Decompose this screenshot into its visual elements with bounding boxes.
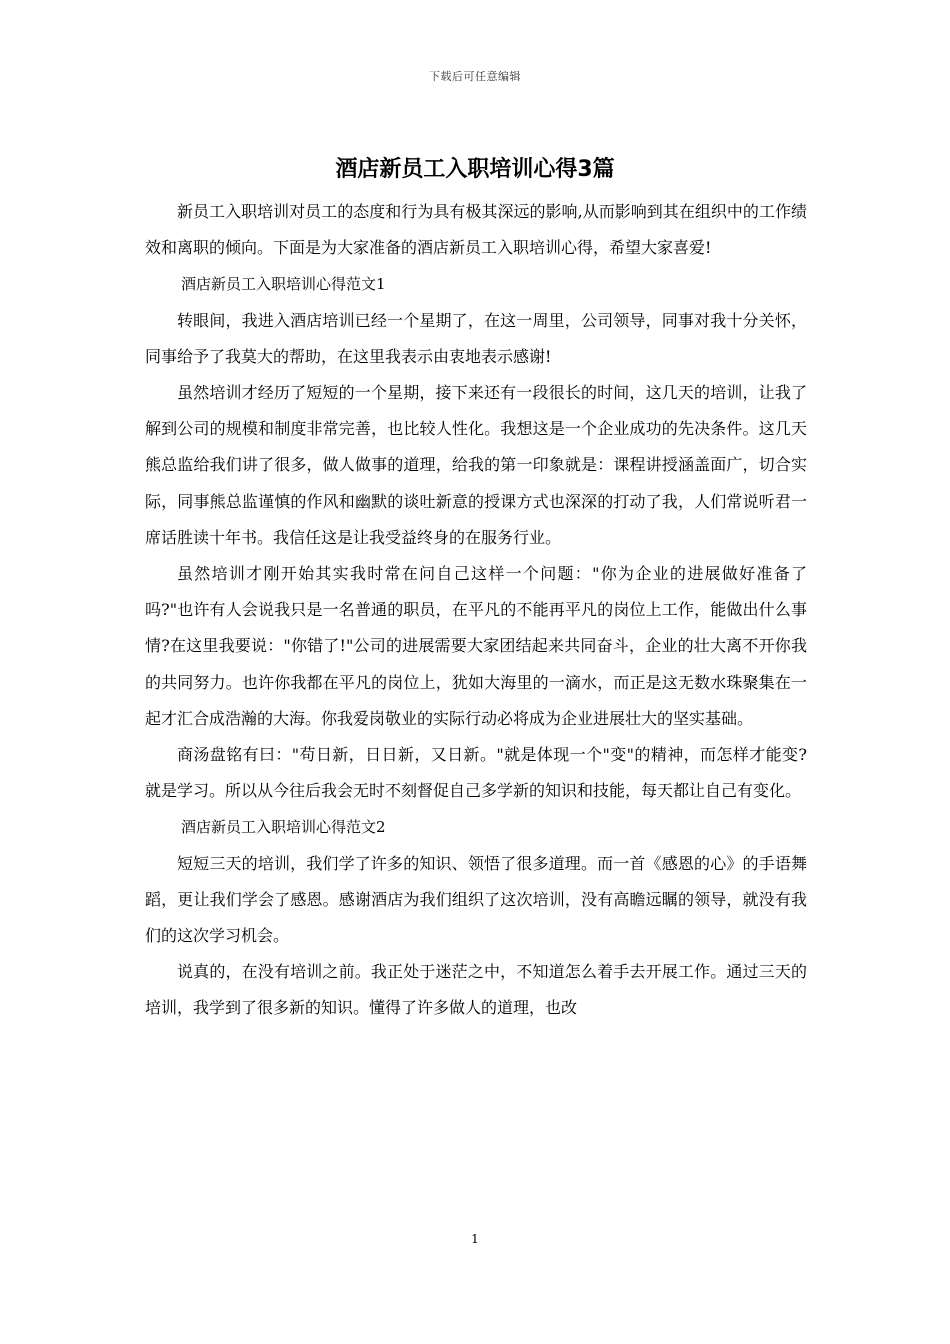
section-heading-2: 酒店新员工入职培训心得范文2 [181, 818, 386, 837]
body-paragraph: 虽然培训才刚开始其实我时常在问自己这样一个问题："你为企业的进展做好准备了吗?"也许有人会说我只是一名普通的职员，在平凡的不能再平凡的岗位上工作，能做出什么事情?在这里我要说："你错了!"公司的进展需要大家团结起来共同奋斗，企业的壮大离不开你我的共同努力。也许你我都在平凡的岗位上，犹如大海里的一滴水，而正是这无数水珠聚集在一起才汇合成浩瀚的大海。你我爱岗敬业的实际行动必将成为企业进展壮大的坚实基础。 [145, 564, 807, 728]
body-paragraph: 转眼间，我进入酒店培训已经一个星期了，在这一周里，公司领导，同事对我十分关怀，同事给予了我莫大的帮助，在这里我表示由衷地表示感谢! [145, 310, 807, 366]
body-paragraph: 短短三天的培训，我们学了许多的知识、领悟了很多道理。而一首《感恩的心》的手语舞蹈，更让我们学会了感恩。感谢酒店为我们组织了这次培训，没有高瞻远瞩的领导，就没有我们的这次学习机会。 [145, 853, 807, 946]
body-paragraph: 商汤盘铭有曰："苟日新，日日新，又日新。"就是体现一个"变"的精神，而怎样才能变?就是学习。所以从今往后我会无时不刻督促自己多学新的知识和技能，每天都让自己有变化。 [145, 745, 807, 801]
body-paragraph: 说真的，在没有培训之前。我正处于迷茫之中，不知道怎么着手去开展工作。通过三天的培训，我学到了很多新的知识。懂得了许多做人的道理，也改 [145, 962, 807, 1018]
document-body [145, 194, 807, 1027]
document-title: 酒店新员工入职培训心得3篇 [335, 157, 615, 182]
intro-paragraph: 新员工入职培训对员工的态度和行为具有极其深远的影响,从而影响到其在组织中的工作绩效和离职的倾向。下面是为大家准备的酒店新员工入职培训心得，希望大家喜爱! [145, 202, 807, 258]
section-heading-1: 酒店新员工入职培训心得范文1 [181, 275, 386, 294]
page-number: 1 [471, 1232, 479, 1246]
body-paragraph: 虽然培训才经历了短短的一个星期，接下来还有一段很长的时间，这几天的培训，让我了解到公司的规模和制度非常完善，也比较人性化。我想这是一个企业成功的先决条件。这几天熊总监给我们讲了很多，做人做事的道理，给我的第一印象就是：课程讲授涵盖面广，切合实际，同事熊总监谨慎的作风和幽默的谈吐新意的授课方式也深深的打动了我，人们常说听君一席话胜读十年书。我信任这是让我受益终身的在服务行业。 [145, 383, 807, 547]
header-note: 下载后可任意编辑 [429, 70, 521, 83]
